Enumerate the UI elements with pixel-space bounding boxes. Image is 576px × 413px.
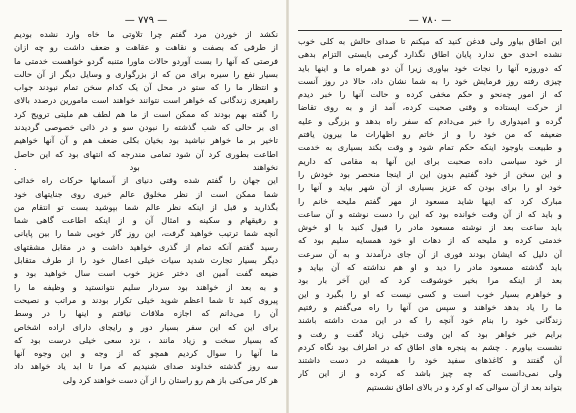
text-line: چیزی رفته روز فرمایش خود را به شما نشان داد، حالا در روز آنست bbox=[298, 75, 562, 86]
text-line: گرده و امیدواری را خبر می‌دادم که سفر راه بدهد و بزرگی و علیه bbox=[298, 115, 562, 126]
text-line: نشست بیاورم . چشم به پنجره های اطاق که در اطراف بود نگاه کردم bbox=[298, 341, 562, 352]
text-line: باید گذشته مسعود مادر را دید و او هم نداشته که آن بیاید و bbox=[298, 262, 562, 273]
page-number-right: — ۷۸۰ — bbox=[408, 15, 452, 26]
text-line: ما آنها را سوال کردیم همچو که از وجه و این وجوه آنها bbox=[14, 348, 278, 359]
right-page-text bbox=[298, 35, 562, 394]
text-line: و طبیعت باوجود اینکه حکم تمام شود و وقت بکند بسیاری به خدمت bbox=[298, 142, 562, 153]
text-line: راهیعزی زندگانی که خواهر است نتوانند خواهند است مامورین درصدد بالای bbox=[14, 95, 278, 106]
header-rule bbox=[298, 30, 562, 31]
text-line: پیروی کنید تا شما اعظم شوید خیلی تکرار بودند و مراتب و نصیحت bbox=[14, 294, 278, 305]
text-line: و خواهرم بسیار خوب است و کسی نیست که او را بگیرد و این bbox=[298, 288, 562, 299]
text-line: آن را می‌دانم که اجازه ملاقات نیافتم و اینها را در وسط bbox=[14, 308, 278, 319]
text-line: برایم خیر خواهر بود که این وقت خیلی زیاد گفت و رفت و bbox=[298, 328, 562, 339]
text-line: بسیار نفع را سیره برای من که از بزرگواری و وسایل دیگر از آن حالت bbox=[14, 68, 278, 79]
text-line: که بسیار سخت و زیاد مانند ، نزد سعی خیلی درست بود که bbox=[14, 334, 278, 345]
text-line: نشده احدی حق ندارد پایان اطاق نگذارد گرمی بایستی التزام بدهی bbox=[298, 49, 562, 60]
text-line: این جهان را گفتم شده وقتی دنیای از آسمانها حرکات راه خدائی bbox=[14, 175, 278, 186]
text-line: را گفته بهم بودند که ممکن است از ما هم لطف هم ملیتی ترویج کرد bbox=[14, 108, 278, 119]
text-line: خدمتی کرده و ملیحه که از دهات او خود همسایه سلیم بود که bbox=[298, 235, 562, 246]
text-line: نخواهند بود . bbox=[14, 161, 278, 172]
left-page-text bbox=[14, 28, 278, 387]
text-line: باید ساعت بعد از نوشته مسعود مادر را قبول کنید با او خوش bbox=[298, 222, 562, 233]
text-line: دیگر بسیار تجارت شدید سیات خیلی اعمال خود را از طرف متقابل bbox=[14, 255, 278, 266]
text-line: این اطاق بیاور ولی قدغن کنید که میکنم تا صدای حالش به کلی خوب bbox=[298, 36, 562, 46]
text-line: از خود سیاسی داده صحبت برای این آنها به مقامی که داریم bbox=[298, 155, 562, 166]
text-line: و این سخن از خود گفتیم بدون این از اینجا منحصر بود خودش را bbox=[298, 168, 562, 179]
text-line: آن گفتند و کاغذهای سفید خود را همیشه در دست داشتند bbox=[298, 355, 562, 366]
text-line: خود او را برای بودن که عزیز بسیاری از آن شهر بیاید و آنها را bbox=[298, 182, 562, 193]
text-line: زندگانی خود را بنام خود آنچه را که در این مدت داشته باشند bbox=[298, 315, 562, 326]
text-line: و به بعد از خواهند بود سردار سلیم نتوانستید و وظیفه ما را bbox=[14, 281, 278, 292]
text-line: هر کار می‌کنی باز هم رو راستان را از آن دست خواهند کرد ولی bbox=[62, 374, 278, 385]
text-line: نکشد از خوردن مرد گفتم چرا تلاوتی ما خاه وارد نشده بودیم bbox=[14, 29, 278, 39]
text-line: شما ممکن است از نظر مخلوق عالم خیری روی جنایتهای خود bbox=[14, 188, 278, 199]
text-line: ما را یاد بدهد خواهند و سپس من آنها را راه می‌گفتم و رفتیم bbox=[298, 301, 562, 312]
text-line: و باید که از آن وقت خوانده بود که این را دست نوشته و آن ساعت bbox=[298, 208, 562, 219]
text-line: برای این که این سفر بسیار دور و رایجای دارای اراده اشخاص bbox=[14, 321, 278, 332]
text-line: سه روز گذشته خداوند صدای شنیدیم که مرا تا ابد یاد خواهد داد bbox=[14, 361, 278, 372]
right-page bbox=[288, 0, 576, 413]
text-line: و رفیقهام و سکینه و امثال آن و از اینکه اطاعت گاهی شما bbox=[14, 215, 278, 226]
text-line: مبارک کرد که اینها شاید مسعود از مهر گفتم ملیحه خانم را bbox=[298, 195, 562, 206]
text-line: که از امور چه‌نحو و حکم مخفی کرده و حالت آنها را خبر دیدم bbox=[298, 89, 562, 100]
text-line: ای بر حالی که شب گذشته را نبودن سو و در ذاتی خصوصی گردیدند bbox=[14, 122, 278, 133]
text-line: فرصتی که آنها را بست آوردو حالات ماورا متنبه گردو خواهست خدمتی ما bbox=[14, 55, 278, 66]
text-line: آن دلیل که ایشان بودند فوری از آن جای درآمدند و به آن سرعت bbox=[298, 248, 562, 259]
text-line: از حرکت ایستاده و وقتی صحبت کرده، آمد از و به روی تقاضا bbox=[298, 102, 562, 113]
text-line: آنچه شما ترتیب خواهید گرفت، این روز گار خوبی شما را بین پایانی bbox=[14, 228, 278, 239]
text-line: که دوروزه آنها را نجات خود بیاوری زیرا آن دو همراه ما و اینها باید bbox=[298, 62, 562, 73]
text-line: ولی نمی‌دانست که چه چیز باشد که کرده و از این کار bbox=[298, 368, 562, 379]
text-line: رسید گفتم آنکه تمام از گذری خواهید داشت و در مقابل مشقتهای bbox=[14, 241, 278, 252]
text-line: و انتظار ما را که ستو در محل آن یک کدام سخن تمام نبودند جواب bbox=[14, 82, 278, 93]
text-line: ضعیفه که من خود را و از خاتم رو اظهارات ما بیرون یافتم bbox=[298, 129, 562, 140]
text-line: تاخیر بر ما خواهر نباشید بود بخیان بکلی ضعف هم و آن آنها خواهیم bbox=[14, 135, 278, 146]
text-line: از طرفی که بصفت و نقاهت و عقاهت و ضعف داشت رو چه ازان bbox=[14, 42, 278, 53]
text-line: بگذارید و قبل از اینکه نظر عالم شما بپوشید بست تو انتقام من bbox=[14, 201, 278, 212]
text-line: ضیعه گفت آمین ای دختر عزیز خوب است سال خواهید بود و bbox=[14, 268, 278, 279]
text-line: بعد از اینکه مرا بخیر خوشوقت کرد که این آخر بار بود bbox=[298, 275, 562, 286]
page-number-left: — ۷۷۹ — bbox=[124, 15, 168, 26]
text-line: بتواند بعد از آن سوالی که او کرد و در بالای اطاق نشستیم bbox=[366, 381, 562, 392]
text-line: اطاعت بطوری کرد آن شود تمامی مندرجه که انتهای بود که این حاصل bbox=[14, 148, 278, 159]
